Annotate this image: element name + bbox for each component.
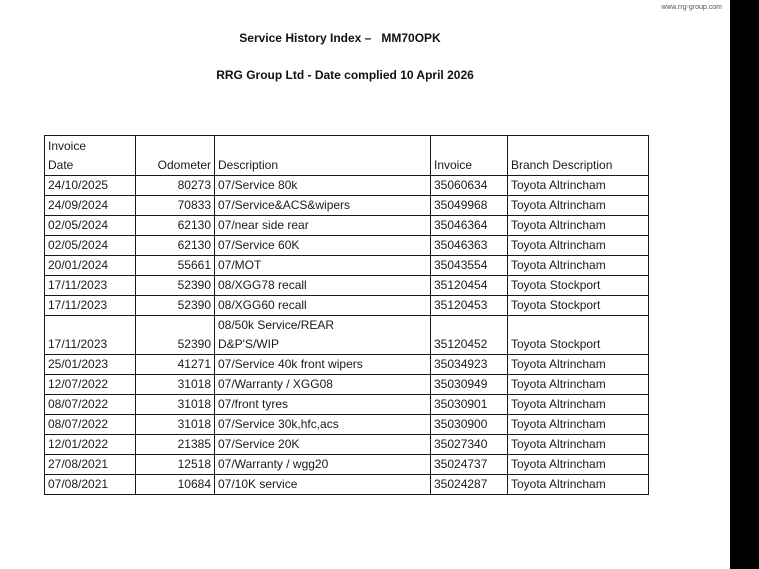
cell-invoice: 35120452 <box>431 316 508 355</box>
cell-date: 07/08/2021 <box>45 475 136 495</box>
cell-branch: Toyota Altrincham <box>508 355 649 375</box>
cell-invoice: 35034923 <box>431 355 508 375</box>
cell-date: 02/05/2024 <box>45 216 136 236</box>
cell-date: 08/07/2022 <box>45 415 136 435</box>
cell-odometer: 21385 <box>136 435 215 455</box>
cell-branch: Toyota Altrincham <box>508 236 649 256</box>
cell-odometer: 31018 <box>136 375 215 395</box>
cell-branch: Toyota Stockport <box>508 296 649 316</box>
cell-odometer: 41271 <box>136 355 215 375</box>
cell-date: 02/05/2024 <box>45 236 136 256</box>
table-row <box>45 176 649 196</box>
cell-date: 25/01/2023 <box>45 355 136 375</box>
cell-invoice: 35120454 <box>431 276 508 296</box>
cell-odometer: 10684 <box>136 475 215 495</box>
cell-description: 07/near side rear <box>215 216 431 236</box>
cell-invoice: 35120453 <box>431 296 508 316</box>
page-title <box>0 31 680 45</box>
table-row <box>45 296 649 316</box>
cell-odometer: 55661 <box>136 256 215 276</box>
cell-description: 08/XGG60 recall <box>215 296 431 316</box>
cell-description: 08/50k Service/REAR D&P'S/WIP <box>215 316 431 355</box>
cell-invoice: 35049968 <box>431 196 508 216</box>
cell-odometer: 62130 <box>136 216 215 236</box>
cell-odometer: 62130 <box>136 236 215 256</box>
title-text: Service History Index – <box>239 31 372 45</box>
table-row <box>45 196 649 216</box>
cell-description: 07/Warranty / wgg20 <box>215 455 431 475</box>
table-row <box>45 375 649 395</box>
cell-odometer: 52390 <box>136 296 215 316</box>
cell-invoice: 35060634 <box>431 176 508 196</box>
cell-invoice: 35030949 <box>431 375 508 395</box>
column-header-odometer: Odometer <box>136 136 215 176</box>
cell-branch: Toyota Altrincham <box>508 375 649 395</box>
cell-invoice: 35043554 <box>431 256 508 276</box>
cell-description: 07/Service 30k,hfc,acs <box>215 415 431 435</box>
table-row <box>45 475 649 495</box>
cell-date: 24/10/2025 <box>45 176 136 196</box>
table-row <box>45 415 649 435</box>
cell-branch: Toyota Altrincham <box>508 455 649 475</box>
cell-invoice: 35046364 <box>431 216 508 236</box>
cell-description: 08/XGG78 recall <box>215 276 431 296</box>
table-row <box>45 455 649 475</box>
cell-description: 07/Warranty / XGG08 <box>215 375 431 395</box>
table-row <box>45 276 649 296</box>
cell-invoice: 35046363 <box>431 236 508 256</box>
column-header-invoice: Invoice <box>431 136 508 176</box>
cell-description: 07/front tyres <box>215 395 431 415</box>
cell-invoice: 35024287 <box>431 475 508 495</box>
page-subtitle: RRG Group Ltd - Date complied 10 April 2026 <box>216 68 474 82</box>
table-row <box>45 435 649 455</box>
cell-description: 07/Service 40k front wipers <box>215 355 431 375</box>
cell-odometer: 12518 <box>136 455 215 475</box>
cell-description: 07/Service 60K <box>215 236 431 256</box>
table-header-row <box>45 136 649 176</box>
cell-odometer: 52390 <box>136 276 215 296</box>
cell-odometer: 31018 <box>136 395 215 415</box>
cell-invoice: 35027340 <box>431 435 508 455</box>
cell-date: 17/11/2023 <box>45 276 136 296</box>
registration-number: MM70OPK <box>381 31 441 45</box>
cell-branch: Toyota Altrincham <box>508 176 649 196</box>
cell-branch: Toyota Altrincham <box>508 415 649 435</box>
cell-invoice: 35024737 <box>431 455 508 475</box>
cell-branch: Toyota Altrincham <box>508 216 649 236</box>
cell-odometer: 31018 <box>136 415 215 435</box>
cell-description: 07/10K service <box>215 475 431 495</box>
table-row <box>45 236 649 256</box>
cell-description: 07/Service 20K <box>215 435 431 455</box>
cell-invoice: 35030901 <box>431 395 508 415</box>
cell-branch: Toyota Stockport <box>508 276 649 296</box>
cell-date: 27/08/2021 <box>45 455 136 475</box>
cell-description: 07/Service 80k <box>215 176 431 196</box>
cell-date: 08/07/2022 <box>45 395 136 415</box>
cell-invoice: 35030900 <box>431 415 508 435</box>
cell-description: 07/Service&ACS&wipers <box>215 196 431 216</box>
cell-odometer: 80273 <box>136 176 215 196</box>
cell-branch: Toyota Altrincham <box>508 196 649 216</box>
cell-date: 12/01/2022 <box>45 435 136 455</box>
cell-odometer: 52390 <box>136 316 215 355</box>
table-row <box>45 355 649 375</box>
table-row <box>45 316 649 355</box>
cell-branch: Toyota Altrincham <box>508 395 649 415</box>
column-header-invoice-date: Invoice Date <box>45 136 136 176</box>
cell-branch: Toyota Stockport <box>508 316 649 355</box>
cell-date: 24/09/2024 <box>45 196 136 216</box>
table-row <box>45 256 649 276</box>
cell-branch: Toyota Altrincham <box>508 256 649 276</box>
site-url[interactable]: www.rrg-group.com <box>661 4 722 11</box>
cell-branch: Toyota Altrincham <box>508 475 649 495</box>
cell-branch: Toyota Altrincham <box>508 435 649 455</box>
cell-date: 20/01/2024 <box>45 256 136 276</box>
service-history-table <box>44 135 649 495</box>
column-header-branch: Branch Description <box>508 136 649 176</box>
table-row <box>45 216 649 236</box>
table-row <box>45 395 649 415</box>
cell-odometer: 70833 <box>136 196 215 216</box>
cell-date: 12/07/2022 <box>45 375 136 395</box>
cell-date: 17/11/2023 <box>45 296 136 316</box>
cell-description: 07/MOT <box>215 256 431 276</box>
column-header-description: Description <box>215 136 431 176</box>
cell-date: 17/11/2023 <box>45 316 136 355</box>
